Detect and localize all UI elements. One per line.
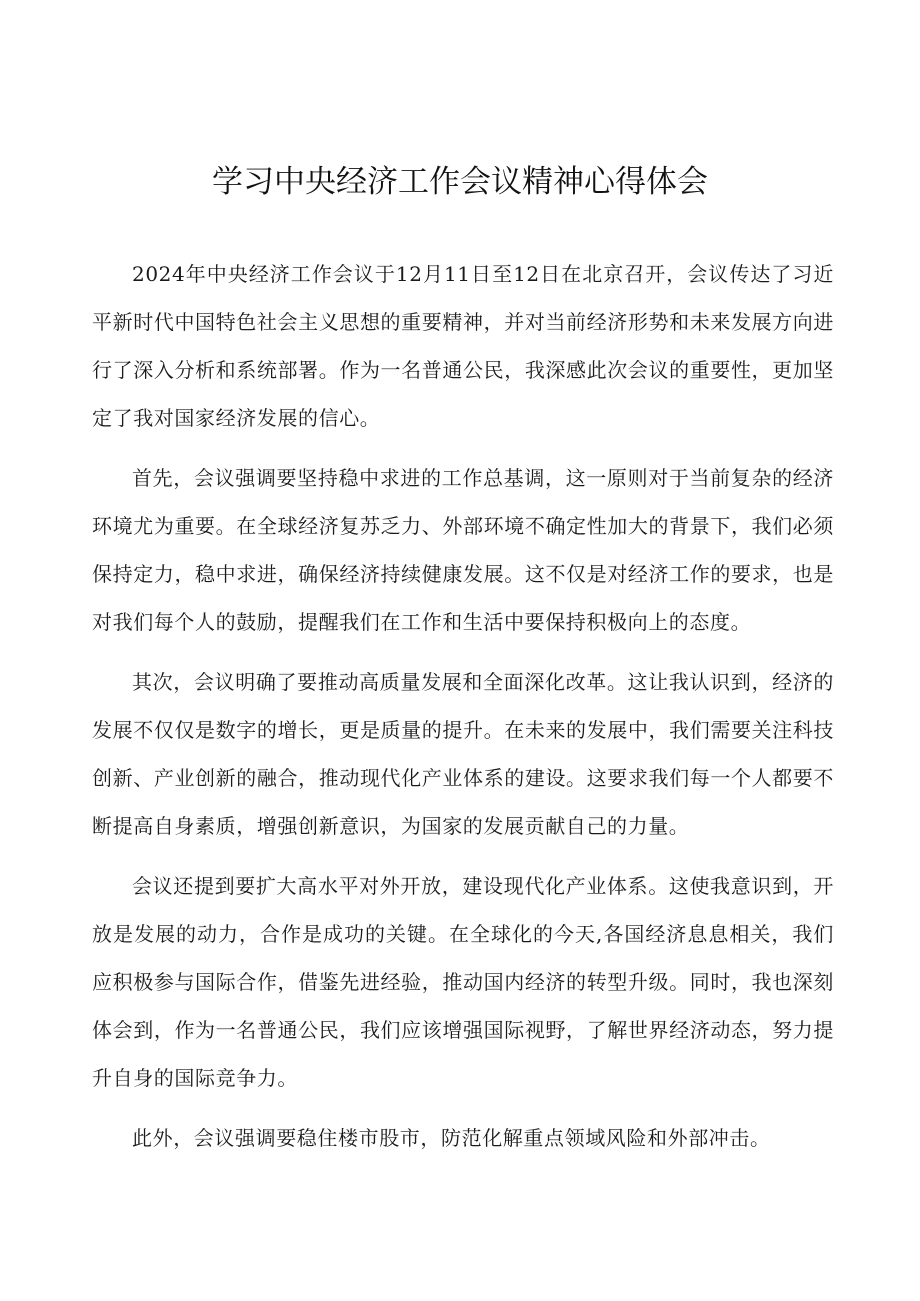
paragraph-1: 2024年中央经济工作会议于12月11日至12日在北京召开，会议传达了习近平新时代中国特色社会主义思想的重要精神，并对当前经济形势和未来发展方向进行了深入分析和系统部署。作为一名普通公民，我深感此次会议的重要性，更加坚定了我对国家经济发展的信心。 [92,262,834,430]
paragraph-3: 其次，会议明确了要推动高质量发展和全面深化改革。这让我认识到，经济的发展不仅仅是数字的增长，更是质量的提升。在未来的发展中，我们需要关注科技创新、产业创新的融合，推动现代化产业体系的建设。这要求我们每一个人都要不断提高自身素质，增强创新意识，为国家的发展贡献自己的力量。 [92,670,834,838]
paragraph-4: 会议还提到要扩大高水平对外开放，建设现代化产业体系。这使我意识到，开放是发展的动力，合作是成功的关键。在全球化的今天,各国经济息息相关，我们应积极参与国际合作，借鉴先进经验，推动国内经济的转型升级。同时，我也深刻体会到，作为一名普通公民，我们应该增强国际视野，了解世界经济动态，努力提升自身的国际竞争力。 [92,874,834,1090]
document-title: 学习中央经济工作会议精神心得体会 [212,164,708,200]
paragraph-5: 此外，会议强调要稳住楼市股市，防范化解重点领域风险和外部冲击。 [132,1126,771,1150]
document-body [92,250,834,1174]
paragraph-2: 首先，会议强调要坚持稳中求进的工作总基调，这一原则对于当前复杂的经济环境尤为重要。在全球经济复苏乏力、外部环境不确定性加大的背景下，我们必须保持定力，稳中求进，确保经济持续健康发展。这不仅是对经济工作的要求，也是对我们每个人的鼓励，提醒我们在工作和生活中要保持积极向上的态度。 [92,466,834,634]
